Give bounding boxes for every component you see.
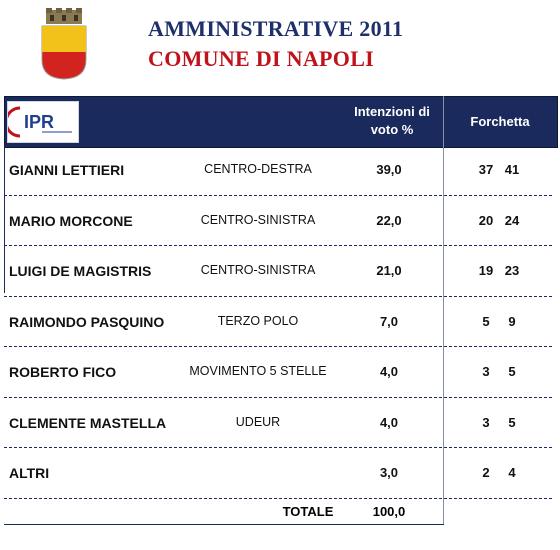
total-value: 100,0: [372, 504, 406, 519]
column-header-intenzioni-line2: voto %: [370, 122, 414, 137]
column-header-intenzioni: [346, 103, 438, 139]
vote-percentage: 4,0: [379, 364, 399, 379]
row-separator: [4, 245, 552, 246]
candidate-party: CENTRO-DESTRA: [204, 162, 312, 176]
range-high: 9: [508, 313, 516, 329]
vote-percentage: 3,0: [379, 465, 399, 480]
range-low: 3: [482, 364, 490, 379]
ipr-logo: [7, 101, 79, 143]
candidate-party: TERZO POLO: [217, 313, 299, 328]
candidate-name: CLEMENTE MASTELLA: [9, 414, 167, 431]
candidate-party: UDEUR: [235, 414, 281, 429]
vote-percentage: 22,0: [376, 212, 402, 228]
ipr-logo-mark-icon: [8, 102, 78, 142]
vote-percentage: 4,0: [379, 414, 399, 430]
naples-coat-of-arms-icon: [38, 8, 90, 80]
vote-percentage: 7,0: [379, 313, 399, 329]
range-high: 24: [504, 212, 520, 228]
vote-percentage: 21,0: [376, 263, 402, 278]
range-high: 4: [508, 465, 516, 480]
candidate-party: CENTRO-SINISTRA: [200, 212, 316, 227]
range-low: 3: [482, 414, 490, 430]
page-title: AMMINISTRATIVE 2011: [148, 16, 404, 41]
table-bottom-border: [4, 524, 444, 525]
range-high: 5: [508, 414, 516, 430]
row-separator: [4, 498, 552, 499]
range-low: 2: [482, 465, 490, 480]
candidate-name: MARIO MORCONE: [9, 212, 133, 229]
range-low: 37: [478, 162, 494, 177]
total-label: TOTALE: [282, 504, 334, 519]
column-header-intenzioni-line1: Intenzioni di: [354, 104, 430, 119]
left-border: [4, 146, 5, 293]
range-high: 41: [504, 162, 520, 177]
candidate-name: RAIMONDO PASQUINO: [9, 313, 165, 330]
candidate-name: ALTRI: [9, 465, 50, 481]
candidate-name: GIANNI LETTIERI: [9, 162, 125, 178]
row-separator: [4, 346, 552, 347]
column-divider: [443, 96, 444, 525]
range-low: 20: [478, 212, 494, 228]
row-separator: [4, 447, 552, 448]
range-low: 19: [478, 263, 494, 278]
candidate-party: CENTRO-SINISTRA: [200, 263, 316, 277]
ipr-logo-text: IPR: [24, 112, 55, 132]
candidate-name: LUIGI DE MAGISTRIS: [9, 263, 152, 279]
range-high: 5: [508, 364, 516, 379]
candidate-name: ROBERTO FICO: [9, 364, 117, 380]
row-separator: [4, 296, 552, 297]
vote-percentage: 39,0: [376, 162, 402, 177]
range-high: 23: [504, 263, 520, 278]
column-header-forchetta: Forchetta: [470, 114, 530, 129]
range-low: 5: [482, 313, 490, 329]
row-separator: [4, 397, 552, 398]
candidate-party: MOVIMENTO 5 STELLE: [189, 364, 327, 378]
page-subtitle: COMUNE DI NAPOLI: [148, 46, 375, 71]
row-separator: [4, 195, 552, 196]
